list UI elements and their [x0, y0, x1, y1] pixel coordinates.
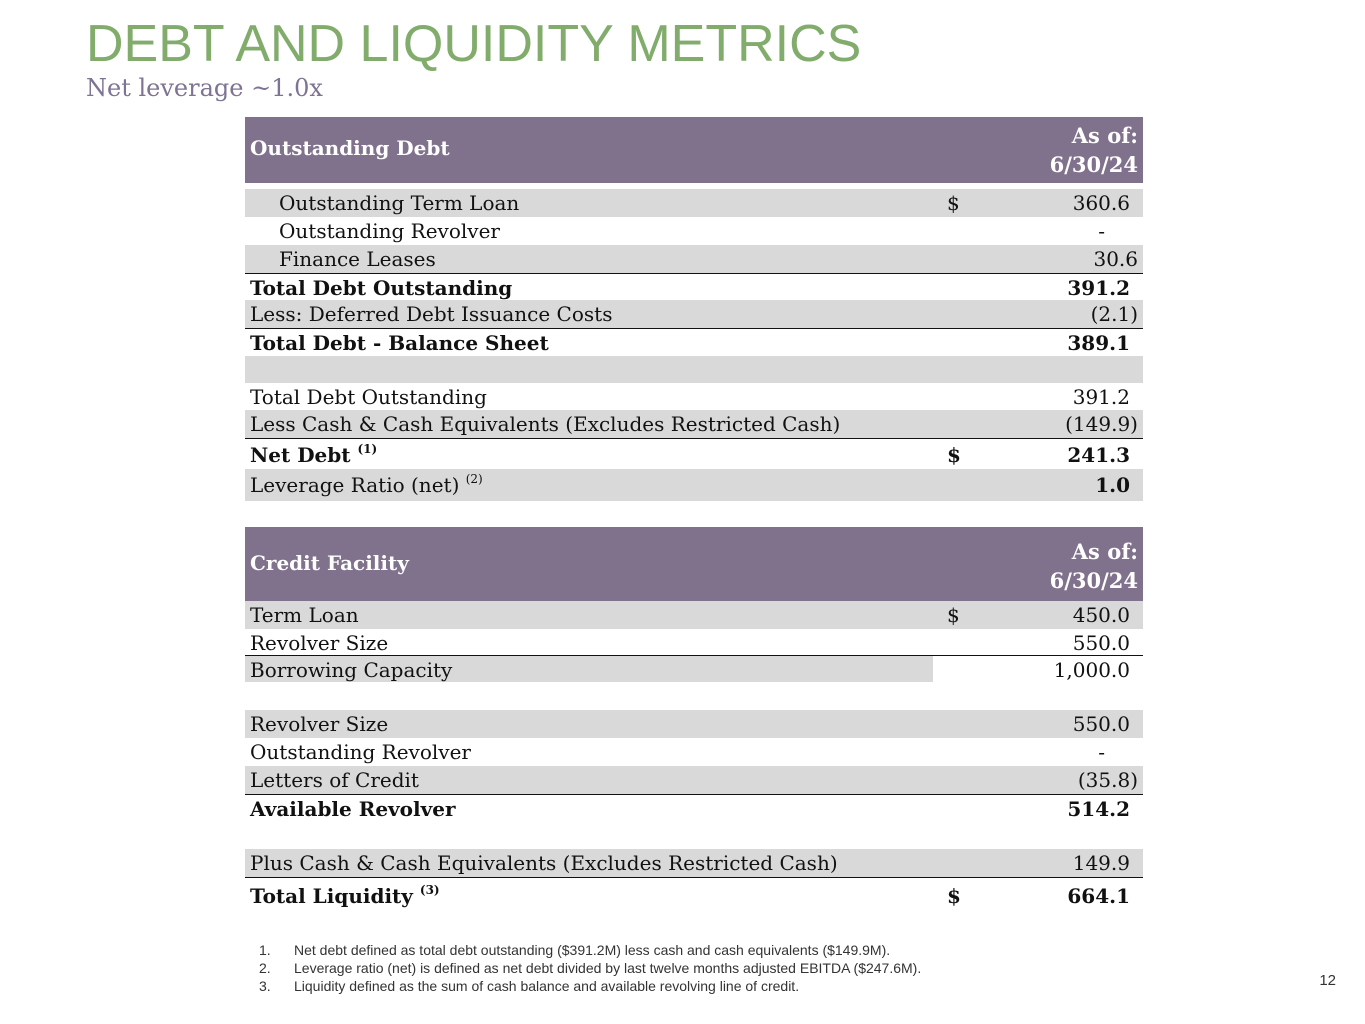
footnote-number: 1. [259, 942, 271, 958]
footnote-ref: (3) [419, 883, 440, 897]
row-value: 664.1 [1067, 884, 1130, 908]
footnote-text: Liquidity defined as the sum of cash balance and available revolving line of credit. [294, 978, 800, 994]
credit-header-asof-line2: 6/30/24 [1049, 568, 1138, 593]
credit-table-header [245, 527, 1143, 601]
table-row [245, 656, 1143, 682]
row-label: Total Debt Outstanding [250, 385, 487, 409]
row-label: Outstanding Term Loan [279, 191, 520, 215]
debt-header-asof-line2: 6/30/24 [1049, 152, 1138, 177]
footnote-text: Leverage ratio (net) is defined as net debt divided by last twelve months adjusted EBITDA ($247.6M). [294, 960, 922, 976]
table-row [245, 469, 1143, 501]
footnote-ref: (2) [465, 472, 483, 486]
table-row [245, 274, 1143, 300]
row-label: Letters of Credit [250, 768, 419, 792]
row-value: 30.6 [1093, 247, 1138, 271]
row-label: Less: Deferred Debt Issuance Costs [250, 302, 613, 326]
row-label: Term Loan [250, 603, 359, 627]
row-label: Total Debt - Balance Sheet [250, 331, 549, 355]
table-row [245, 795, 1143, 823]
footnote-ref: (1) [357, 442, 378, 456]
table-row [245, 601, 1143, 629]
row-value: 550.0 [1072, 631, 1130, 655]
row-label: Outstanding Revolver [250, 740, 471, 764]
row-label [250, 878, 440, 914]
spacer-row [245, 682, 1143, 710]
row-value: 1.0 [1095, 473, 1130, 497]
row-label-text: Total Liquidity [250, 884, 413, 908]
table-row [245, 329, 1143, 356]
row-value: 1,000.0 [1053, 658, 1130, 682]
row-value: 450.0 [1072, 603, 1130, 627]
table-row [245, 217, 1143, 245]
row-label-text: Net Debt [250, 443, 351, 467]
row-value: (35.8) [1077, 768, 1138, 792]
table-row [245, 849, 1143, 878]
row-value: 514.2 [1067, 797, 1130, 821]
row-label: Revolver Size [250, 712, 389, 736]
table-row [245, 300, 1143, 329]
debt-header-asof [1050, 121, 1138, 179]
debt-header-label: Outstanding Debt [250, 136, 450, 160]
table-row [245, 710, 1143, 738]
page-subtitle: Net leverage ~1.0x [86, 74, 323, 102]
spacer-row [245, 356, 1143, 383]
row-value: 149.9 [1072, 851, 1130, 875]
credit-header-asof [1050, 537, 1138, 595]
table-row [245, 629, 1143, 656]
row-value: 360.6 [1072, 191, 1130, 215]
row-value: (2.1) [1090, 302, 1138, 326]
currency-symbol: $ [947, 443, 961, 467]
currency-symbol: $ [947, 191, 960, 215]
table-row [245, 766, 1143, 795]
table-row [245, 245, 1143, 274]
row-value: (149.9) [1065, 412, 1138, 436]
credit-header-asof-line1: As of: [1071, 539, 1138, 564]
spacer-row [245, 823, 1143, 849]
currency-symbol: $ [947, 603, 960, 627]
credit-facility-table [245, 527, 1143, 912]
table-row [245, 410, 1143, 439]
table-row [245, 738, 1143, 766]
row-label: Borrowing Capacity [250, 658, 453, 682]
currency-symbol: $ [947, 884, 961, 908]
row-value: 389.1 [1067, 331, 1130, 355]
debt-table-header [245, 117, 1143, 183]
footnote-text: Net debt defined as total debt outstanding ($391.2M) less cash and cash equivalents ($149.9M). [294, 942, 891, 958]
row-value: 241.3 [1067, 443, 1130, 467]
row-value: - [1098, 740, 1105, 764]
table-row [245, 189, 1143, 217]
table-row [245, 878, 1143, 912]
row-label: Plus Cash & Cash Equivalents (Excludes Restricted Cash) [250, 851, 838, 875]
row-label: Outstanding Revolver [279, 219, 500, 243]
row-value: - [1098, 219, 1105, 243]
credit-header-label: Credit Facility [250, 551, 409, 575]
page-title: DEBT AND LIQUIDITY METRICS [86, 15, 862, 73]
outstanding-debt-table [245, 117, 1143, 501]
row-label [250, 439, 377, 471]
row-label: Total Debt Outstanding [250, 276, 513, 300]
table-row [245, 439, 1143, 469]
row-value: 550.0 [1072, 712, 1130, 736]
row-label: Available Revolver [250, 797, 456, 821]
debt-header-asof-line1: As of: [1071, 123, 1138, 148]
row-label [250, 469, 483, 501]
row-label: Less Cash & Cash Equivalents (Excludes Restricted Cash) [250, 412, 841, 436]
row-label-text: Leverage Ratio (net) [250, 473, 460, 497]
row-value: 391.2 [1072, 385, 1130, 409]
row-value: 391.2 [1067, 276, 1130, 300]
page-number: 12 [1319, 972, 1336, 989]
table-row [245, 383, 1143, 410]
footnote-number: 3. [259, 978, 271, 994]
footnote-number: 2. [259, 960, 271, 976]
row-label: Finance Leases [279, 247, 436, 271]
row-label: Revolver Size [250, 631, 389, 655]
